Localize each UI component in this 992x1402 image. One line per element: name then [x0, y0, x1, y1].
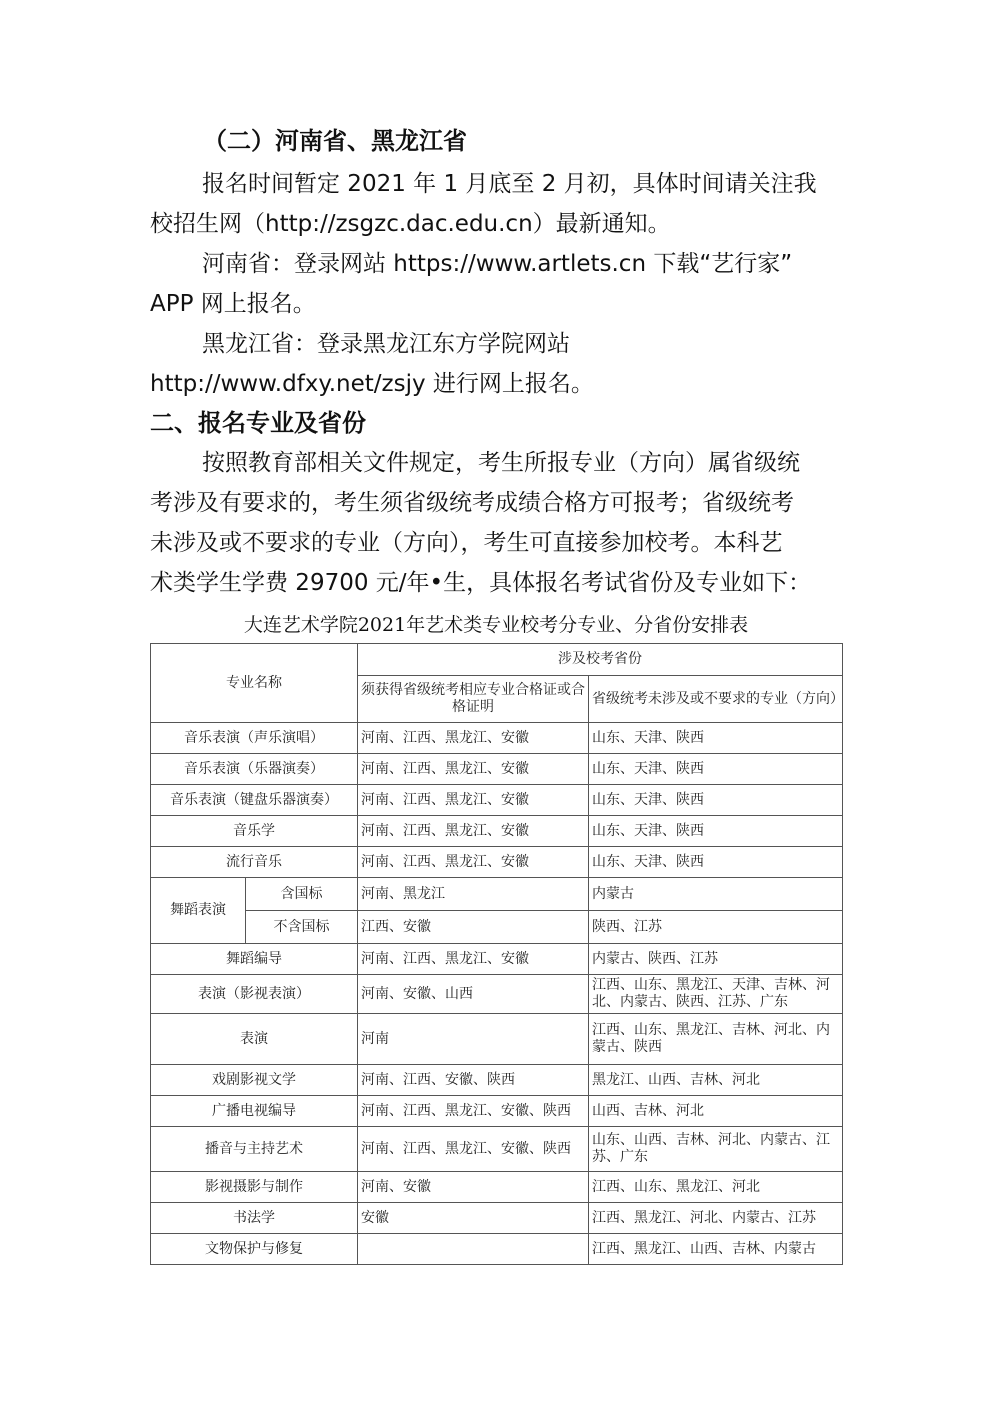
major-cell: 表演（影视表演） [151, 975, 358, 1014]
required-provinces-cell: 河南、江西、黑龙江、安徽 [358, 816, 589, 847]
required-provinces-cell: 河南、安徽 [358, 1172, 589, 1203]
table-body [151, 644, 843, 1265]
text-line: 未涉及或不要求的专业（方向），考生可直接参加校考。本科艺 [150, 530, 783, 556]
sub-major-cell: 不含国标 [246, 911, 358, 944]
section-heading: 二、报名专业及省份 [150, 409, 366, 437]
major-cell: 戏剧影视文学 [151, 1065, 358, 1096]
direct-provinces-cell: 山东、天津、陕西 [589, 723, 843, 754]
direct-provinces-cell: 江西、黑龙江、山西、吉林、内蒙古 [589, 1234, 843, 1265]
direct-provinces-cell: 山东、山西、吉林、河北、内蒙古、江苏、广东 [589, 1127, 843, 1172]
table-row [151, 975, 843, 1014]
direct-provinces-cell: 山东、天津、陕西 [589, 816, 843, 847]
direct-provinces-cell: 江西、山东、黑龙江、天津、吉林、河北、内蒙古、陕西、江苏、广东 [589, 975, 843, 1014]
direct-provinces-cell: 山东、天津、陕西 [589, 847, 843, 878]
major-cell: 音乐学 [151, 816, 358, 847]
subsection-heading: （二）河南省、黑龙江省 [203, 127, 467, 155]
sub-major-cell: 含国标 [246, 878, 358, 911]
header-col-required: 须获得省级统考相应专业合格证或合格证明 [358, 676, 589, 723]
section-body [150, 443, 811, 603]
major-cell: 舞蹈编导 [151, 944, 358, 975]
major-cell: 音乐表演（声乐演唱） [151, 723, 358, 754]
major-cell: 流行音乐 [151, 847, 358, 878]
direct-provinces-cell: 山东、天津、陕西 [589, 785, 843, 816]
table-row [151, 944, 843, 975]
table-row [151, 723, 843, 754]
required-provinces-cell: 河南、江西、黑龙江、安徽 [358, 723, 589, 754]
text-line: 河南省：登录网站 https://www.artlets.cn 下载“艺行家” [202, 251, 793, 277]
required-provinces-cell: 河南、江西、黑龙江、安徽 [358, 754, 589, 785]
major-group-cell: 舞蹈表演 [151, 878, 246, 944]
text-line: 术类学生学费 29700 元/年•生，具体报名考试省份及专业如下： [150, 570, 812, 596]
table-title: 大连艺术学院2021年艺术类专业校考分专业、分省份安排表 [243, 614, 749, 636]
table-row [151, 911, 843, 944]
direct-provinces-cell: 江西、黑龙江、河北、内蒙古、江苏 [589, 1203, 843, 1234]
major-cell: 广播电视编导 [151, 1096, 358, 1127]
direct-provinces-cell: 内蒙古、陕西、江苏 [589, 944, 843, 975]
header-provinces: 涉及校考省份 [358, 644, 843, 676]
table-row [151, 1096, 843, 1127]
table-row [151, 1203, 843, 1234]
required-provinces-cell: 河南、江西、黑龙江、安徽 [358, 944, 589, 975]
table-row [151, 1127, 843, 1172]
required-provinces-cell: 安徽 [358, 1203, 589, 1234]
text-line: http://www.dfxy.net/zsjy 进行网上报名。 [150, 371, 594, 397]
required-provinces-cell: 河南、黑龙江 [358, 878, 589, 911]
text-line: 黑龙江省：登录黑龙江东方学院网站 [202, 331, 570, 357]
required-provinces-cell: 河南、江西、黑龙江、安徽、陕西 [358, 1096, 589, 1127]
major-cell: 音乐表演（乐器演奏） [151, 754, 358, 785]
major-cell: 书法学 [151, 1203, 358, 1234]
direct-provinces-cell: 陕西、江苏 [589, 911, 843, 944]
required-provinces-cell: 河南、江西、黑龙江、安徽、陕西 [358, 1127, 589, 1172]
direct-provinces-cell: 江西、山东、黑龙江、河北 [589, 1172, 843, 1203]
table-header-row [151, 644, 843, 676]
required-provinces-cell: 河南、江西、安徽、陕西 [358, 1065, 589, 1096]
table-row [151, 878, 843, 911]
header-col-not-required: 省级统考未涉及或不要求的专业（方向） [589, 676, 843, 723]
arrangement-table [150, 643, 843, 1265]
table-row [151, 1065, 843, 1096]
major-cell: 影视摄影与制作 [151, 1172, 358, 1203]
table-row [151, 1014, 843, 1065]
table-row [151, 1234, 843, 1265]
required-provinces-cell: 河南、江西、黑龙江、安徽 [358, 785, 589, 816]
direct-provinces-cell: 山东、天津、陕西 [589, 754, 843, 785]
table-row [151, 847, 843, 878]
required-provinces-cell: 河南、安徽、山西 [358, 975, 589, 1014]
table-row [151, 785, 843, 816]
major-cell: 文物保护与修复 [151, 1234, 358, 1265]
subsection-body [150, 164, 817, 404]
required-provinces-cell: 河南 [358, 1014, 589, 1065]
required-provinces-cell: 河南、江西、黑龙江、安徽 [358, 847, 589, 878]
table-row [151, 1172, 843, 1203]
text-line: 考涉及有要求的，考生须省级统考成绩合格方可报考；省级统考 [150, 490, 794, 516]
text-line: 报名时间暂定 2021 年 1 月底至 2 月初，具体时间请关注我 [202, 171, 817, 197]
major-cell: 表演 [151, 1014, 358, 1065]
major-cell: 音乐表演（键盘乐器演奏） [151, 785, 358, 816]
direct-provinces-cell: 内蒙古 [589, 878, 843, 911]
direct-provinces-cell: 江西、山东、黑龙江、吉林、河北、内蒙古、陕西 [589, 1014, 843, 1065]
direct-provinces-cell: 黑龙江、山西、吉林、河北 [589, 1065, 843, 1096]
header-major: 专业名称 [151, 644, 358, 723]
required-provinces-cell: 江西、安徽 [358, 911, 589, 944]
text-line: 按照教育部相关文件规定，考生所报专业（方向）属省级统 [202, 450, 800, 476]
direct-provinces-cell: 山西、吉林、河北 [589, 1096, 843, 1127]
text-line: 校招生网（http://zsgzc.dac.edu.cn）最新通知。 [150, 211, 671, 237]
required-provinces-cell [358, 1234, 589, 1265]
table-row [151, 754, 843, 785]
major-cell: 播音与主持艺术 [151, 1127, 358, 1172]
text-line: APP 网上报名。 [150, 291, 316, 317]
table-row [151, 816, 843, 847]
